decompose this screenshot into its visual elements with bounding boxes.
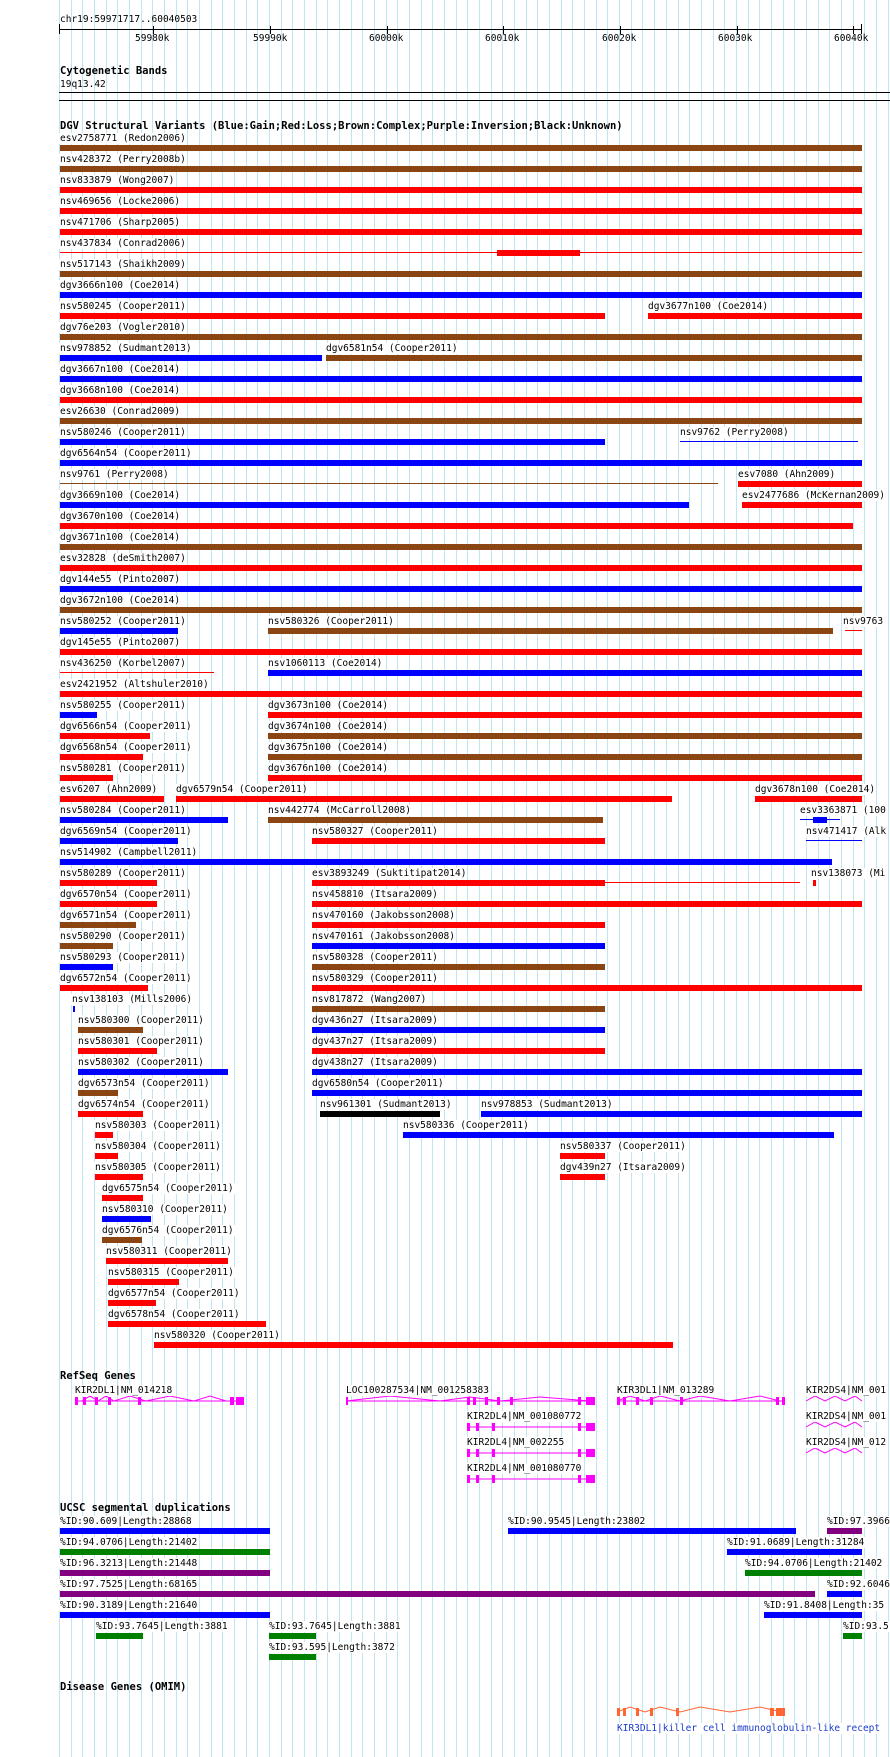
variant-bar-gain[interactable] bbox=[268, 670, 862, 676]
variant-label: dgv144e55 (Pinto2007) bbox=[60, 574, 181, 585]
variant-label: nsv580311 (Cooper2011) bbox=[106, 1246, 232, 1257]
variant-label: nsv580252 (Cooper2011) bbox=[60, 616, 186, 627]
variant-label: dgv6566n54 (Cooper2011) bbox=[60, 721, 192, 732]
omim-track-title: Disease Genes (OMIM) bbox=[60, 1681, 187, 1693]
variant-bar-gain[interactable] bbox=[60, 964, 113, 970]
variant-bar-loss[interactable] bbox=[108, 1321, 266, 1327]
variant-bar-gain[interactable] bbox=[312, 1069, 862, 1075]
variant-bar-gain[interactable] bbox=[60, 292, 862, 298]
variant-label: dgv436n27 (Itsara2009) bbox=[312, 1015, 438, 1026]
variant-label: nsv517143 (Shaikh2009) bbox=[60, 259, 186, 270]
gene-label: KIR2DS4|NM_012 bbox=[806, 1437, 887, 1448]
variant-label: nsv580326 (Cooper2011) bbox=[268, 616, 394, 627]
variant-bar-loss[interactable] bbox=[312, 838, 605, 844]
variant-bar-gain[interactable] bbox=[60, 460, 862, 466]
gene-kir2dl1[interactable] bbox=[75, 1396, 244, 1405]
variant-bar-gain[interactable] bbox=[481, 1111, 862, 1117]
variant-bar-loss[interactable] bbox=[154, 1342, 673, 1348]
variant-bar-complex[interactable] bbox=[312, 964, 605, 970]
variant-label: nsv471417 (Alk bbox=[806, 826, 887, 837]
variant-label: nsv436250 (Korbel2007) bbox=[60, 658, 186, 669]
variant-label: dgv6581n54 (Cooper2011) bbox=[326, 343, 458, 354]
segdup-bar[interactable] bbox=[60, 1549, 270, 1555]
variant-bar-complex[interactable] bbox=[60, 271, 862, 277]
variant-bar-complex[interactable] bbox=[268, 754, 862, 760]
variant-bar-complex[interactable] bbox=[60, 145, 862, 151]
variant-bar-complex[interactable] bbox=[60, 483, 718, 484]
variant-bar-gain[interactable] bbox=[403, 1132, 834, 1138]
omim-gene-model[interactable] bbox=[0, 1700, 890, 1724]
variant-label: nsv138073 (Mi bbox=[811, 868, 886, 879]
variant-label: dgv3666n100 (Coe2014) bbox=[60, 280, 181, 291]
segdup-bar[interactable] bbox=[269, 1633, 316, 1639]
variant-label: nsv580245 (Cooper2011) bbox=[60, 301, 186, 312]
cytoband-divider bbox=[59, 92, 890, 93]
variant-label: dgv3670n100 (Coe2014) bbox=[60, 511, 181, 522]
variant-bar-loss[interactable] bbox=[60, 397, 862, 403]
variant-bar-gain[interactable] bbox=[60, 439, 605, 445]
variant-label: esv7080 (Ahn2009) bbox=[738, 469, 836, 480]
gene-label: KIR2DS4|NM_001 bbox=[806, 1385, 887, 1396]
variant-label: nsv580300 (Cooper2011) bbox=[78, 1015, 204, 1026]
cytoband-divider bbox=[59, 100, 890, 101]
variant-bar-gain[interactable] bbox=[60, 838, 178, 844]
segdup-bar[interactable] bbox=[96, 1633, 143, 1639]
variant-label: nsv580305 (Cooper2011) bbox=[95, 1162, 221, 1173]
variant-bar-complex[interactable] bbox=[60, 544, 862, 550]
ruler-coordinates: chr19:59971717..60040503 bbox=[60, 14, 198, 25]
variant-bar-loss[interactable] bbox=[60, 880, 157, 886]
segdup-label: %ID:93.7645|Length:3881 bbox=[269, 1621, 401, 1632]
variant-bar-gain[interactable] bbox=[60, 502, 689, 508]
variant-bar-complex[interactable] bbox=[268, 733, 862, 739]
variant-label: nsv470160 (Jakobsson2008) bbox=[312, 910, 455, 921]
variant-label: dgv3671n100 (Coe2014) bbox=[60, 532, 181, 543]
dgv-track-title: DGV Structural Variants (Blue:Gain;Red:Loss;Brown:Complex;Purple:Inversion;Black:Unknown) bbox=[60, 120, 623, 132]
cytoband-label: 19q13.42 bbox=[60, 79, 106, 90]
variant-bar-loss[interactable] bbox=[560, 1174, 605, 1180]
variant-label: dgv439n27 (Itsara2009) bbox=[560, 1162, 686, 1173]
variant-label: esv32828 (deSmith2007) bbox=[60, 553, 186, 564]
variant-bar-loss[interactable] bbox=[742, 502, 862, 508]
variant-bar-loss[interactable] bbox=[560, 1153, 605, 1159]
ruler-tick-label: 59980k bbox=[135, 33, 170, 44]
variant-bar-loss[interactable] bbox=[268, 712, 862, 718]
ruler-tick-label: 60040k bbox=[834, 33, 869, 44]
variant-bar-loss[interactable] bbox=[60, 672, 214, 673]
variant-bar-loss[interactable] bbox=[312, 880, 605, 886]
variant-bar-loss[interactable] bbox=[60, 733, 150, 739]
variant-bar-loss[interactable] bbox=[845, 630, 862, 631]
variant-label: dgv3669n100 (Coe2014) bbox=[60, 490, 181, 501]
variant-bar-gain[interactable] bbox=[806, 840, 862, 841]
variant-bar-loss[interactable] bbox=[78, 1048, 157, 1054]
variant-label: dgv6580n54 (Cooper2011) bbox=[312, 1078, 444, 1089]
variant-bar-gain[interactable] bbox=[60, 586, 862, 592]
variant-bar-loss[interactable] bbox=[60, 901, 157, 907]
variant-label: nsv437834 (Conrad2006) bbox=[60, 238, 186, 249]
variant-bar-loss[interactable] bbox=[95, 1153, 118, 1159]
variant-bar-gain[interactable] bbox=[813, 817, 827, 823]
variant-label: dgv6577n54 (Cooper2011) bbox=[108, 1288, 240, 1299]
variant-label: nsv817872 (Wang2007) bbox=[312, 994, 427, 1005]
segdup-bar[interactable] bbox=[269, 1654, 316, 1660]
variant-label: esv2758771 (Redon2006) bbox=[60, 133, 186, 144]
variant-label: nsv471706 (Sharp2005) bbox=[60, 217, 181, 228]
variant-label: nsv580329 (Cooper2011) bbox=[312, 973, 438, 984]
variant-label: nsv442774 (McCarroll2008) bbox=[268, 805, 411, 816]
variant-label: dgv6574n54 (Cooper2011) bbox=[78, 1099, 210, 1110]
variant-label: nsv580284 (Cooper2011) bbox=[60, 805, 186, 816]
segdup-label: %ID:90.9545|Length:23802 bbox=[508, 1516, 646, 1527]
refseq-gene-models bbox=[0, 1380, 890, 1500]
omim-gene-label[interactable]: KIR3DL1|killer cell immunoglobulin-like recept bbox=[617, 1723, 881, 1734]
ruler-tick-label: 60010k bbox=[485, 33, 520, 44]
variant-bar-gain[interactable] bbox=[312, 943, 605, 949]
variant-label: nsv580337 (Cooper2011) bbox=[560, 1141, 686, 1152]
variant-bar-loss[interactable] bbox=[60, 187, 862, 193]
variant-bar-gain[interactable] bbox=[60, 355, 322, 361]
gene-kir3dl1[interactable] bbox=[617, 1396, 785, 1405]
variant-label: nsv580303 (Cooper2011) bbox=[95, 1120, 221, 1131]
variant-label: dgv6578n54 (Cooper2011) bbox=[108, 1309, 240, 1320]
variant-bar-loss[interactable] bbox=[755, 796, 862, 802]
variant-label: nsv580290 (Cooper2011) bbox=[60, 931, 186, 942]
variant-bar-complex[interactable] bbox=[268, 628, 833, 634]
variant-bar-loss[interactable] bbox=[106, 1258, 228, 1264]
segdup-label: %ID:94.0706|Length:21402 bbox=[60, 1537, 198, 1548]
refseq-track-title: RefSeq Genes bbox=[60, 1370, 136, 1382]
segdup-label: %ID:90.609|Length:28868 bbox=[60, 1516, 192, 1527]
variant-label: nsv580327 (Cooper2011) bbox=[312, 826, 438, 837]
variant-bar-complex[interactable] bbox=[326, 355, 862, 361]
variant-label: nsv580301 (Cooper2011) bbox=[78, 1036, 204, 1047]
variant-label: nsv580246 (Cooper2011) bbox=[60, 427, 186, 438]
variant-label: nsv580293 (Cooper2011) bbox=[60, 952, 186, 963]
variant-label: dgv6573n54 (Cooper2011) bbox=[78, 1078, 210, 1089]
variant-bar-complex[interactable] bbox=[102, 1237, 142, 1243]
variant-bar-complex[interactable] bbox=[60, 607, 862, 613]
segdup-bar[interactable] bbox=[60, 1528, 270, 1534]
variant-label: nsv458810 (Itsara2009) bbox=[312, 889, 438, 900]
variant-bar-gain[interactable] bbox=[680, 441, 858, 442]
gene-kir2dl4[interactable] bbox=[467, 1423, 595, 1483]
variant-bar-loss[interactable] bbox=[813, 880, 816, 886]
variant-label: nsv470161 (Jakobsson2008) bbox=[312, 931, 455, 942]
variant-label: nsv580328 (Cooper2011) bbox=[312, 952, 438, 963]
segdup-label: %ID:94.0706|Length:21402 bbox=[745, 1558, 883, 1569]
variant-label: dgv438n27 (Itsara2009) bbox=[312, 1057, 438, 1068]
variant-bar-loss[interactable] bbox=[102, 1195, 143, 1201]
segdup-bar[interactable] bbox=[508, 1528, 796, 1534]
variant-bar-loss[interactable] bbox=[312, 1048, 605, 1054]
variant-label: nsv978852 (Sudmant2013) bbox=[60, 343, 192, 354]
segdup-track-title: UCSC segmental duplications bbox=[60, 1502, 231, 1514]
variant-label: nsv9762 (Perry2008) bbox=[680, 427, 789, 438]
variant-label: dgv145e55 (Pinto2007) bbox=[60, 637, 181, 648]
variant-bar-loss[interactable] bbox=[60, 565, 862, 571]
segdup-label: %ID:93.595|Length:3872 bbox=[269, 1642, 395, 1653]
variant-label: dgv6569n54 (Cooper2011) bbox=[60, 826, 192, 837]
segdup-label: %ID:92.6046 bbox=[827, 1579, 890, 1590]
segdup-label: %ID:97.7525|Length:68165 bbox=[60, 1579, 198, 1590]
variant-bar-gain[interactable] bbox=[312, 1027, 605, 1033]
variant-label: nsv580289 (Cooper2011) bbox=[60, 868, 186, 879]
variant-label: nsv9763 bbox=[843, 616, 884, 627]
variant-label: dgv3676n100 (Coe2014) bbox=[268, 763, 389, 774]
variant-bar-complex[interactable] bbox=[60, 922, 136, 928]
variant-bar-loss[interactable] bbox=[95, 1174, 143, 1180]
gene-loc100287534[interactable] bbox=[346, 1396, 595, 1405]
gene-label: KIR2DL4|NM_001080772 bbox=[467, 1411, 582, 1422]
variant-label: esv6207 (Ahn2009) bbox=[60, 784, 158, 795]
segdup-label: %ID:97.3966 bbox=[827, 1516, 890, 1527]
variant-bar-loss[interactable] bbox=[108, 1279, 179, 1285]
segdup-label: %ID:91.0689|Length:31284 bbox=[727, 1537, 865, 1548]
segdup-bar[interactable] bbox=[827, 1591, 862, 1597]
variant-label: nsv514902 (Campbell2011) bbox=[60, 847, 198, 858]
variant-label: esv3363871 (100 bbox=[800, 805, 886, 816]
variant-bar-loss[interactable] bbox=[268, 775, 862, 781]
variant-label: nsv469656 (Locke2006) bbox=[60, 196, 181, 207]
variant-label: nsv580320 (Cooper2011) bbox=[154, 1330, 280, 1341]
variant-label: nsv580304 (Cooper2011) bbox=[95, 1141, 221, 1152]
variant-label: nsv580310 (Cooper2011) bbox=[102, 1204, 228, 1215]
variant-label: dgv76e203 (Vogler2010) bbox=[60, 322, 186, 333]
variant-bar-gain[interactable] bbox=[78, 1069, 228, 1075]
variant-label: dgv6579n54 (Cooper2011) bbox=[176, 784, 308, 795]
variant-bar-complex[interactable] bbox=[60, 943, 113, 949]
variant-label: nsv9761 (Perry2008) bbox=[60, 469, 169, 480]
segdup-bar[interactable] bbox=[727, 1549, 862, 1555]
variant-label: dgv6572n54 (Cooper2011) bbox=[60, 973, 192, 984]
variant-label: dgv3673n100 (Coe2014) bbox=[268, 700, 389, 711]
segdup-bar[interactable] bbox=[60, 1591, 815, 1597]
ruler-start-tick bbox=[59, 24, 60, 34]
variant-bar-loss[interactable] bbox=[60, 649, 862, 655]
variant-bar-loss[interactable] bbox=[60, 691, 862, 697]
variant-bar-complex[interactable] bbox=[312, 1006, 605, 1012]
variant-label: dgv3678n100 (Coe2014) bbox=[755, 784, 876, 795]
gene-label: KIR2DL1|NM_014218 bbox=[75, 1385, 173, 1396]
variant-bar-loss[interactable] bbox=[738, 481, 862, 487]
variant-bar-gain[interactable] bbox=[60, 817, 228, 823]
variant-bar-loss[interactable] bbox=[312, 922, 605, 928]
variant-label: nsv833879 (Wong2007) bbox=[60, 175, 175, 186]
variant-label: nsv961301 (Sudmant2013) bbox=[320, 1099, 452, 1110]
gene-label: KIR2DL4|NM_002255 bbox=[467, 1437, 565, 1448]
variant-label: dgv437n27 (Itsara2009) bbox=[312, 1036, 438, 1047]
variant-bar-loss[interactable] bbox=[60, 229, 862, 235]
variant-bar-loss[interactable] bbox=[60, 208, 862, 214]
variant-label: dgv6564n54 (Cooper2011) bbox=[60, 448, 192, 459]
variant-bar-loss[interactable] bbox=[176, 796, 672, 802]
variant-label: dgv6575n54 (Cooper2011) bbox=[102, 1183, 234, 1194]
ruler-axis bbox=[59, 29, 862, 30]
variant-label: esv3893249 (Suktitipat2014) bbox=[312, 868, 467, 879]
variant-label: dgv3674n100 (Coe2014) bbox=[268, 721, 389, 732]
variant-bar-loss[interactable] bbox=[60, 523, 853, 529]
variant-label: dgv6571n54 (Cooper2011) bbox=[60, 910, 192, 921]
variant-bar-loss[interactable] bbox=[60, 313, 605, 319]
variant-bar-loss[interactable] bbox=[312, 985, 862, 991]
segdup-bar[interactable] bbox=[827, 1528, 862, 1534]
variant-label: nsv580281 (Cooper2011) bbox=[60, 763, 186, 774]
variant-bar-gain[interactable] bbox=[312, 1090, 862, 1096]
cytoband-track-title: Cytogenetic Bands bbox=[60, 65, 168, 77]
variant-bar-complex[interactable] bbox=[78, 1090, 118, 1096]
gene-label: LOC100287534|NM_001258383 bbox=[346, 1385, 489, 1396]
variant-label: nsv978853 (Sudmant2013) bbox=[481, 1099, 613, 1110]
gene-label: KIR2DL4|NM_001080770 bbox=[467, 1463, 582, 1474]
variant-label: esv2421952 (Altshuler2010) bbox=[60, 679, 209, 690]
variant-bar-loss[interactable] bbox=[605, 882, 800, 883]
variant-bar-complex[interactable] bbox=[268, 817, 603, 823]
segdup-bar[interactable] bbox=[764, 1612, 862, 1618]
variant-bar-loss[interactable] bbox=[78, 1111, 143, 1117]
variant-bar-gain[interactable] bbox=[60, 859, 832, 865]
variant-label: dgv6568n54 (Cooper2011) bbox=[60, 742, 192, 753]
variant-label: dgv6576n54 (Cooper2011) bbox=[102, 1225, 234, 1236]
segdup-bar[interactable] bbox=[60, 1612, 270, 1618]
variant-bar-gain[interactable] bbox=[60, 712, 97, 718]
variant-bar-unknown[interactable] bbox=[320, 1111, 440, 1117]
segdup-label: %ID:90.3189|Length:21640 bbox=[60, 1600, 198, 1611]
variant-label: dgv6570n54 (Cooper2011) bbox=[60, 889, 192, 900]
variant-bar-loss[interactable] bbox=[312, 901, 862, 907]
variant-bar-complex[interactable] bbox=[60, 166, 862, 172]
variant-label: nsv138103 (Mills2006) bbox=[72, 994, 193, 1005]
variant-label: esv2477686 (McKernan2009) bbox=[742, 490, 885, 501]
variant-label: dgv3677n100 (Coe2014) bbox=[648, 301, 769, 312]
variant-bar-loss[interactable] bbox=[60, 796, 164, 802]
variant-label: nsv580315 (Cooper2011) bbox=[108, 1267, 234, 1278]
variant-bar-loss[interactable] bbox=[497, 250, 580, 256]
variant-bar-loss[interactable] bbox=[60, 985, 148, 991]
variant-label: nsv580255 (Cooper2011) bbox=[60, 700, 186, 711]
variant-label: nsv580336 (Cooper2011) bbox=[403, 1120, 529, 1131]
segdup-label: %ID:93.7645|Length:3881 bbox=[96, 1621, 228, 1632]
ruler-tick-label: 59990k bbox=[253, 33, 288, 44]
variant-bar-complex[interactable] bbox=[60, 334, 862, 340]
variant-bar-loss[interactable] bbox=[95, 1132, 113, 1138]
variant-bar-loss[interactable] bbox=[108, 1300, 156, 1306]
variant-bar-complex[interactable] bbox=[78, 1027, 143, 1033]
variant-label: nsv580302 (Cooper2011) bbox=[78, 1057, 204, 1068]
variant-label: dgv3667n100 (Coe2014) bbox=[60, 364, 181, 375]
ruler-tick-label: 60000k bbox=[369, 33, 404, 44]
variant-label: dgv3668n100 (Coe2014) bbox=[60, 385, 181, 396]
variant-bar-gain[interactable] bbox=[60, 628, 178, 634]
variant-label: dgv3672n100 (Coe2014) bbox=[60, 595, 181, 606]
gene-label: KIR3DL1|NM_013289 bbox=[617, 1385, 715, 1396]
variant-label: nsv428372 (Perry2008b) bbox=[60, 154, 186, 165]
variant-bar-gain[interactable] bbox=[73, 1006, 75, 1012]
segdup-label: %ID:91.8408|Length:35 bbox=[764, 1600, 885, 1611]
variant-bar-loss[interactable] bbox=[60, 775, 113, 781]
gene-label: KIR2DS4|NM_001 bbox=[806, 1411, 887, 1422]
segdup-label: %ID:93.5 bbox=[843, 1621, 889, 1632]
ruler-tick-label: 60020k bbox=[602, 33, 637, 44]
variant-bar-loss[interactable] bbox=[60, 754, 143, 760]
segdup-bar[interactable] bbox=[745, 1570, 862, 1576]
ruler-tick-label: 60030k bbox=[718, 33, 753, 44]
variant-label: esv26630 (Conrad2009) bbox=[60, 406, 181, 417]
variant-bar-gain[interactable] bbox=[60, 376, 862, 382]
variant-bar-gain[interactable] bbox=[102, 1216, 151, 1222]
segdup-bar[interactable] bbox=[60, 1570, 270, 1576]
variant-label: dgv3675n100 (Coe2014) bbox=[268, 742, 389, 753]
segdup-label: %ID:96.3213|Length:21448 bbox=[60, 1558, 198, 1569]
variant-bar-complex[interactable] bbox=[60, 418, 862, 424]
variant-bar-loss[interactable] bbox=[648, 313, 862, 319]
segdup-bar[interactable] bbox=[843, 1633, 862, 1639]
variant-label: nsv1060113 (Coe2014) bbox=[268, 658, 383, 669]
variant-bar-loss[interactable] bbox=[60, 252, 862, 253]
